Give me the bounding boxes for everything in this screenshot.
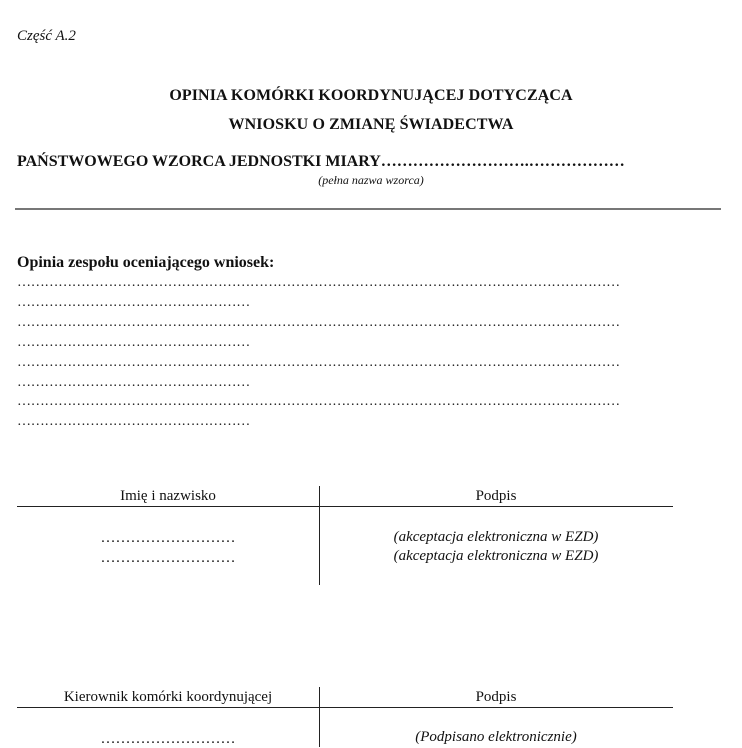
name-column-header: Imię i nazwisko xyxy=(120,488,216,504)
team-member-signature: (akceptacja elektroniczna w EZD) xyxy=(393,529,599,545)
team-member-name: ……………………… xyxy=(100,530,236,546)
opinion-dotted-line: …………………………………………………………………………………………………………………… xyxy=(17,315,620,330)
head-signature: (Podpisano elektronicznie) xyxy=(415,729,577,745)
opinion-dotted-line: …………………………………………… xyxy=(17,295,250,310)
opinion-dotted-line: …………………………………………… xyxy=(17,335,250,350)
document-title-line-2: WNIOSKU O ZMIANĘ ŚWIADECTWA xyxy=(228,116,514,133)
opinion-heading: Opinia zespołu oceniającego wniosek: xyxy=(17,254,275,271)
head-column-header: Kierownik komórki koordynującej xyxy=(63,689,273,705)
opinion-dotted-line: …………………………………………………………………………………………………………………… xyxy=(17,394,620,409)
opinion-dotted-line: …………………………………………………………………………………………………………………… xyxy=(17,275,620,290)
table-header-rule xyxy=(17,707,673,708)
signature-column-header: Podpis xyxy=(475,488,517,504)
document-title-line-3: PAŃSTWOWEGO WZORCA JEDNOSTKI MIARY……………………….……………… xyxy=(17,153,625,170)
table-header-rule xyxy=(17,506,673,507)
opinion-dotted-line: …………………………………………………………………………………………………………………… xyxy=(17,355,620,370)
standard-name-caption: (pełna nazwa wzorca) xyxy=(318,173,424,187)
team-member-name: ……………………… xyxy=(100,550,236,566)
horizontal-separator xyxy=(15,208,721,210)
part-label: Część A.2 xyxy=(17,28,76,44)
opinion-dotted-line: …………………………………………… xyxy=(17,375,250,390)
document-title-line-1: OPINIA KOMÓRKI KOORDYNUJĄCEJ DOTYCZĄCA xyxy=(169,87,573,104)
head-name: ……………………… xyxy=(100,731,236,747)
team-member-signature: (akceptacja elektroniczna w EZD) xyxy=(393,548,599,564)
signature-column-header: Podpis xyxy=(475,689,517,705)
opinion-dotted-line: …………………………………………… xyxy=(17,414,250,429)
